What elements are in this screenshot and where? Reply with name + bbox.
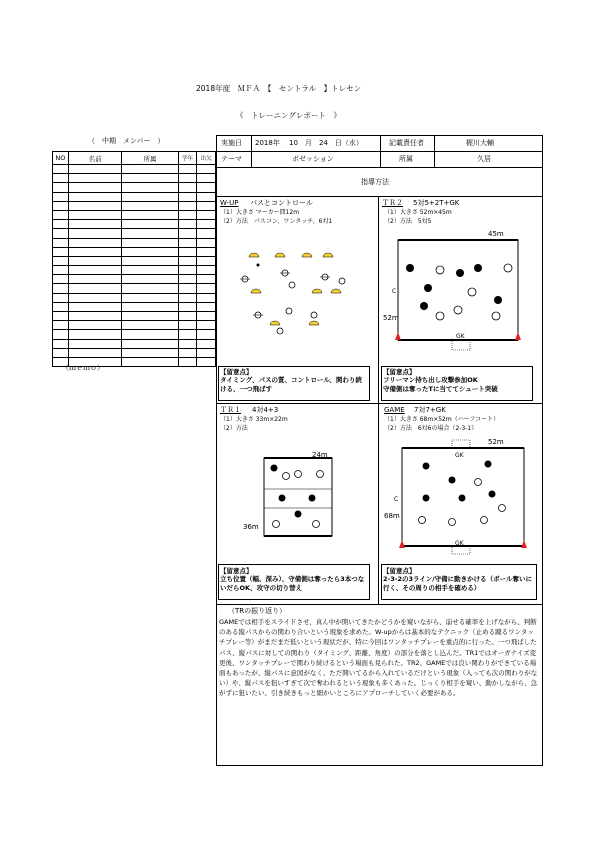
roster-row [53, 256, 216, 265]
roster-cell [178, 192, 197, 201]
wup-diagram [222, 235, 372, 335]
roster-cell [68, 229, 122, 238]
roster-cell [197, 210, 216, 219]
roster-cell [197, 339, 216, 348]
col-affil: 所属 [122, 152, 178, 165]
roster-cell [197, 348, 216, 357]
roster-cell [122, 275, 178, 284]
roster-cell [122, 312, 178, 321]
col-no: NO [53, 152, 69, 165]
roster-row [53, 339, 216, 348]
roster-cell [68, 293, 122, 302]
roster-row [53, 220, 216, 229]
roster-cell [122, 284, 178, 293]
roster-cell [68, 312, 122, 321]
roster-cell [68, 174, 122, 183]
roster-cell [197, 275, 216, 284]
tr2-size: （1）大きさ 52m×45m [384, 209, 452, 216]
roster-cell [68, 247, 122, 256]
reflection-heading: （TRの振り返り） [228, 607, 287, 615]
roster-cell [68, 348, 122, 357]
affil-label: 所属 [399, 155, 413, 163]
roster-cell [68, 192, 122, 201]
roster-cell [197, 165, 216, 174]
roster-cell [178, 348, 197, 357]
roster-cell [197, 256, 216, 265]
reflection-body: GAMEでは相手をスライドさせ、真ん中が開いてきたかどうかを窺いながら、崩せる確率を上げながら、判断のある縦パスからの関わり合いという現象を求めた。W-upからは基本的なテクニック（止める蹴るワンタッチプレー等）がまだまだ低いという現状だが、特に今回はワンタッチプレーを重点的に行った。一つ飛ばしたパス、縦パスに対しての関わり（タイミング、距離、角度）の部分を落とし込んだ。TR1ではオーガナイズ変更後、ワンタッチプレーで関わり続けるという場面も見られた。TR2、GAMEでは良い関わりができている場面もあったが、縦パスに意図がなく、ただ開いてるから入れているだけという現象（入っても次の関わりがない）や、縦パスを狙いすぎて次で奪われるという現象も多くあった。じっくり相手を窺い、動かしながら、急がずに狙いたい。引き続きもっと細かいところにアプローチしていく必要がある。 [219, 618, 538, 698]
roster-cell [178, 330, 197, 339]
roster-cell [178, 247, 197, 256]
roster-row [53, 266, 216, 275]
roster-cell [122, 210, 178, 219]
roster-cell [197, 302, 216, 311]
roster-cell [53, 247, 69, 256]
roster-cell [122, 266, 178, 275]
roster-rows [53, 165, 216, 367]
roster-cell [178, 238, 197, 247]
roster-cell [53, 302, 69, 311]
game-gk-top: GK [455, 452, 464, 459]
roster-cell [122, 256, 178, 265]
col-name: 名前 [68, 152, 122, 165]
tr2-note-text: フリーマン持ち出し攻撃参加OK 守備側は奪ったTに当ててシュート突破 [383, 376, 498, 393]
wup-size: （1）大きさ マーカー間12m [220, 209, 300, 216]
roster-cell [197, 247, 216, 256]
roster-row [53, 321, 216, 330]
roster-cell [197, 183, 216, 192]
roster-row [53, 312, 216, 321]
roster-cell [53, 229, 69, 238]
roster-cell [53, 312, 69, 321]
tr2-gk: GK [456, 333, 465, 340]
roster-row [53, 247, 216, 256]
tr1-title: 4対4+3 [252, 406, 279, 414]
tr1-note-text: 立ち位置（幅、深み）、守備側は奪ったら3本つないだらOK、攻守の切り替え [220, 575, 365, 592]
theme-value: ポゼッション [292, 155, 334, 163]
roster-row [53, 293, 216, 302]
tr2-dim-side: 52m [383, 314, 399, 322]
roster-cell [122, 192, 178, 201]
game-dim-side: 68m [384, 512, 400, 520]
roster-cell [197, 238, 216, 247]
roster-cell [122, 238, 178, 247]
roster-cell [68, 238, 122, 247]
tr1-size: （1）大きさ 33m×22m [220, 416, 288, 423]
roster-row [53, 275, 216, 284]
roster-cell [53, 321, 69, 330]
tr2-dim-top: 45m [488, 230, 504, 238]
report-title: 2018年度 ＭＦＡ 【 セントラル 】トレセン [196, 84, 362, 93]
memo-label: （ｍｅｍｏ） [62, 364, 104, 372]
roster-cell [197, 357, 216, 366]
roster-cell [53, 284, 69, 293]
tr2-tag: ＴＲ２ [382, 199, 403, 207]
roster-cell [68, 201, 122, 210]
tr1-dim-side: 36m [243, 523, 259, 531]
reporter-value: 梶川大輔 [466, 139, 494, 147]
wup-title: パスとコントロール [250, 199, 313, 207]
roster-cell [197, 201, 216, 210]
tr2-note-label: 【留意点】 [383, 368, 416, 376]
roster-cell [197, 330, 216, 339]
tr1-dim-top: 24m [312, 451, 328, 459]
roster-cell [197, 229, 216, 238]
report-subtitle: 《 トレーニングレポート 》 [236, 111, 341, 120]
tr2-c-mark: C [392, 288, 397, 295]
roster-cell [122, 183, 178, 192]
col-grade: 学年 [178, 152, 197, 165]
game-dim-top: 52m [488, 438, 504, 446]
roster-cell [68, 266, 122, 275]
roster-cell [53, 220, 69, 229]
roster-cell [197, 284, 216, 293]
roster-cell [53, 201, 69, 210]
roster-cell [53, 293, 69, 302]
method-label: 指導方法 [361, 178, 389, 186]
game-tag: GAME [384, 406, 405, 414]
roster-cell [53, 275, 69, 284]
roster-cell [178, 165, 197, 174]
roster-cell [122, 348, 178, 357]
roster-cell [178, 302, 197, 311]
roster-cell [178, 284, 197, 293]
game-method: （2）方法 6対6の場合（2-3-1） [384, 425, 478, 432]
roster-cell [178, 312, 197, 321]
wup-tag: W-UP [220, 199, 239, 207]
roster-cell [68, 321, 122, 330]
date-label: 実施日 [221, 139, 242, 147]
tr1-tag: ＴＲ１ [220, 406, 241, 414]
roster-cell [178, 256, 197, 265]
roster-row [53, 238, 216, 247]
roster-cell [178, 357, 197, 366]
roster-row [53, 210, 216, 219]
roster-cell [68, 183, 122, 192]
roster-cell [122, 339, 178, 348]
tr1-diagram [258, 452, 338, 542]
roster-cell [68, 339, 122, 348]
wup-method: （2）方法 パスコン、ワンタッチ、6対1 [220, 218, 333, 225]
roster-cell [53, 256, 69, 265]
roster-cell [68, 210, 122, 219]
roster-cell [178, 174, 197, 183]
tr1-method: （2）方法 [220, 425, 248, 432]
roster-cell [122, 174, 178, 183]
roster-cell [53, 238, 69, 247]
game-size: （1）大きさ 68m×52m（ハーフコート） [384, 416, 500, 423]
roster-cell [53, 183, 69, 192]
roster-cell [122, 302, 178, 311]
affil-value: 久居 [477, 155, 491, 163]
roster-cell [53, 210, 69, 219]
roster-cell [68, 275, 122, 284]
roster-cell [53, 174, 69, 183]
roster-cell [178, 201, 197, 210]
game-note-text: 2-3-2の3ライン/守備に動きかける（ボール奪いに行く、その周りの相手を確める） [383, 575, 533, 592]
roster-cell [122, 357, 178, 366]
roster-cell [178, 220, 197, 229]
roster-row [53, 174, 216, 183]
tr2-method: （2）方法 5対5 [384, 218, 432, 225]
roster-cell [178, 293, 197, 302]
roster-row [53, 183, 216, 192]
wup-note-text: タイミング、パスの質、コントロール、関わり続ける、一つ飛ばす [220, 376, 362, 393]
roster-row [53, 165, 216, 174]
theme-label: テーマ [221, 155, 242, 163]
roster-cell [68, 330, 122, 339]
game-note-label: 【留意点】 [383, 567, 416, 575]
roster-cell [122, 201, 178, 210]
roster-cell [68, 165, 122, 174]
roster-cell [122, 229, 178, 238]
tr1-note-label: 【留意点】 [220, 567, 253, 575]
roster-cell [53, 339, 69, 348]
col-attend: 出欠 [197, 152, 216, 165]
roster-cell [197, 321, 216, 330]
roster-cell [122, 293, 178, 302]
roster-cell [122, 321, 178, 330]
roster-cell [122, 330, 178, 339]
roster-cell [197, 174, 216, 183]
roster-cell [178, 275, 197, 284]
roster-cell [197, 293, 216, 302]
roster-row [53, 330, 216, 339]
roster-cell [178, 210, 197, 219]
roster-row [53, 229, 216, 238]
roster-cell [68, 284, 122, 293]
roster-cell [68, 256, 122, 265]
roster-cell [53, 266, 69, 275]
roster-cell [178, 183, 197, 192]
roster-row [53, 348, 216, 357]
wup-note-label: 【留意点】 [220, 368, 253, 376]
roster-row [53, 302, 216, 311]
game-title: 7対7+GK [414, 406, 446, 414]
roster-cell [197, 220, 216, 229]
game-diagram [392, 436, 537, 556]
roster-cell [53, 192, 69, 201]
roster-row [53, 192, 216, 201]
roster-cell [68, 220, 122, 229]
roster-cell [178, 339, 197, 348]
roster-cell [197, 266, 216, 275]
roster-cell [53, 348, 69, 357]
date-value: 2018年 10 月 24 日（水） [255, 139, 363, 147]
roster-cell [53, 165, 69, 174]
roster-cell [122, 220, 178, 229]
roster-cell [197, 192, 216, 201]
reporter-label: 記載責任者 [389, 139, 424, 147]
roster-row [53, 284, 216, 293]
roster-cell [178, 321, 197, 330]
roster-cell [178, 266, 197, 275]
game-gk-bottom: GK [455, 540, 464, 547]
tr2-title: 5対5+2T+GK [413, 199, 460, 207]
roster-heading: （ 中期 メンバー ） [88, 137, 165, 145]
roster-row [53, 201, 216, 210]
roster-cell [197, 312, 216, 321]
roster-cell [122, 165, 178, 174]
roster-cell [53, 330, 69, 339]
roster-cell [122, 247, 178, 256]
roster-cell [178, 229, 197, 238]
game-c-mark: C [394, 496, 399, 503]
roster-table [52, 151, 216, 367]
roster-cell [68, 302, 122, 311]
